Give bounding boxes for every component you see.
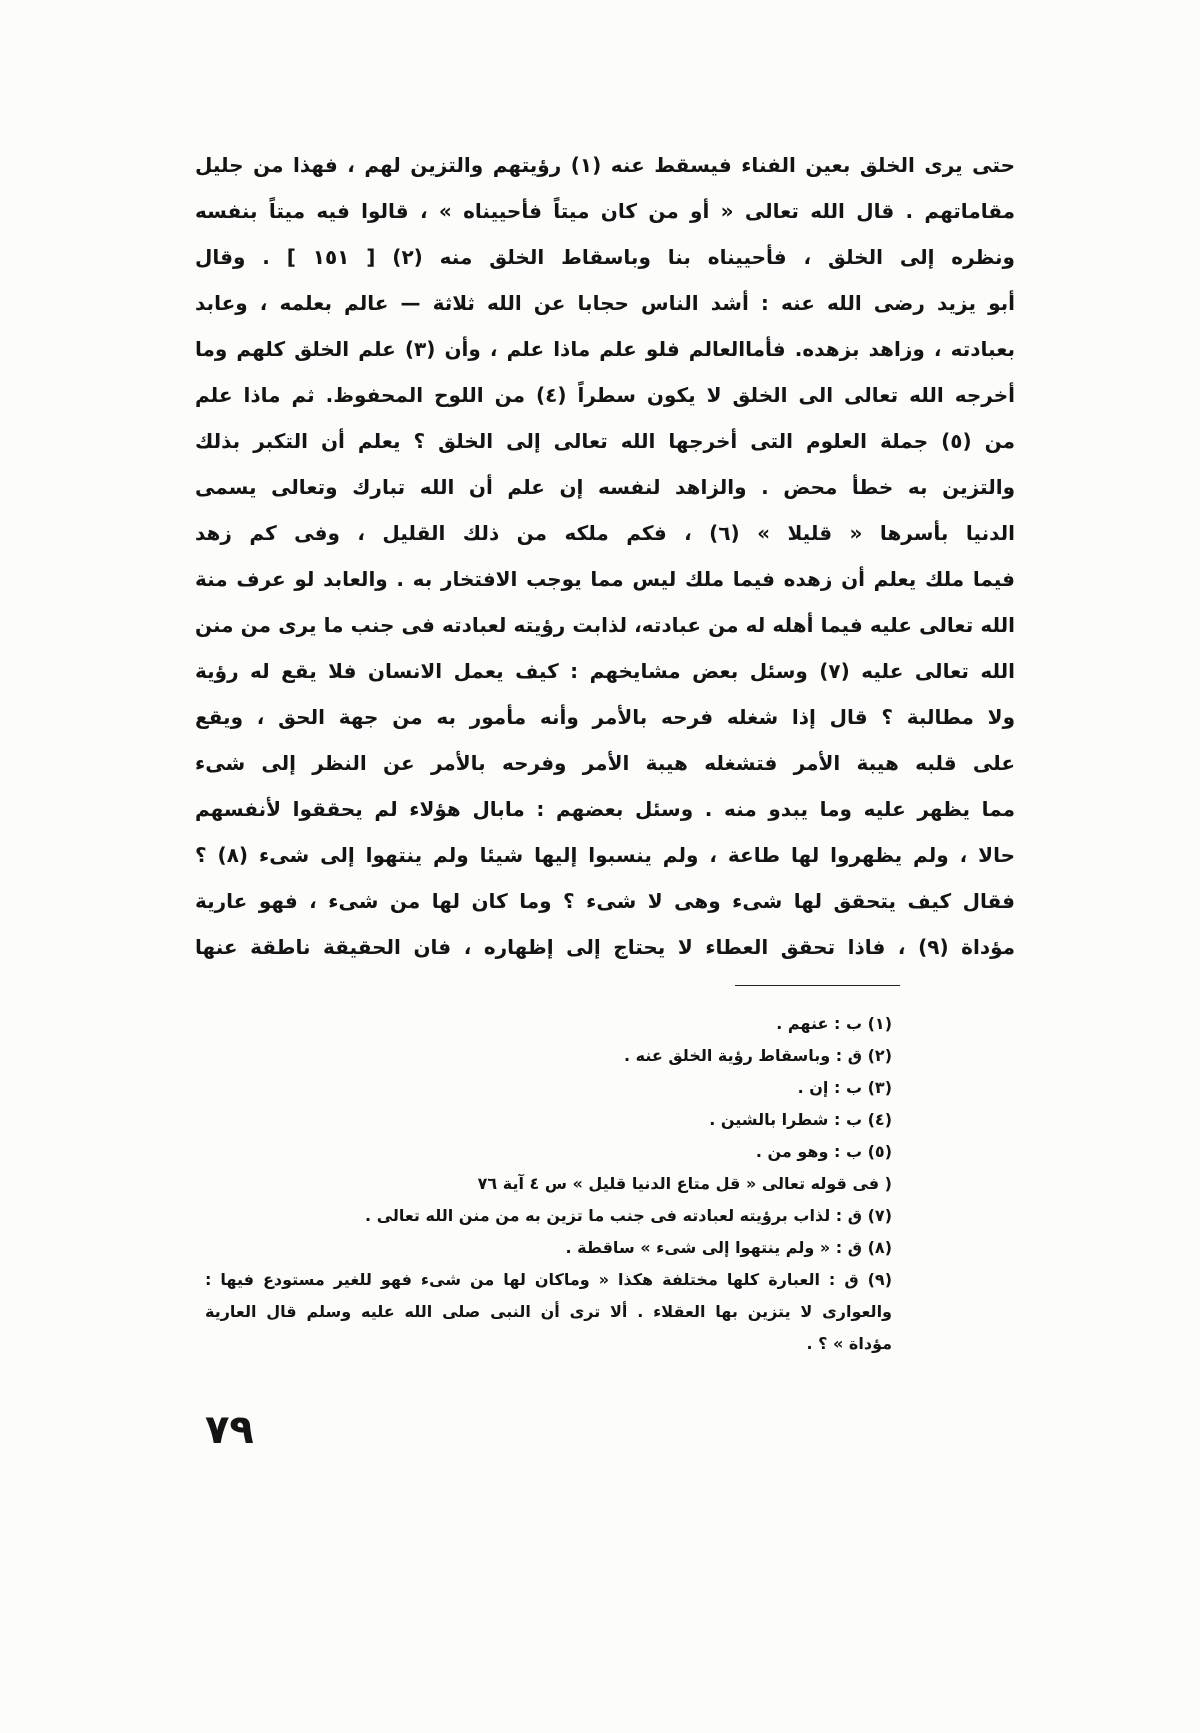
text-line: ونظره إلى الخلق ، فأحييناه بنا وباسقاط الخلق منه (٢) [ ١٥١ ] . وقال [195, 245, 1015, 269]
footnote-8: (٨) ق : « ولم ينتهوا إلى شىء » ساقطة . [565, 1238, 892, 1257]
footnote-6: ( فى قوله تعالى « قل متاع الدنيا قليل » س ٤ آية ٧٦ [477, 1174, 892, 1193]
footnote-divider [735, 985, 900, 986]
text-line: أبو يزيد رضى الله عنه : أشد الناس حجابا عن الله ثلاثة — عالم بعلمه ، وعابد [195, 291, 1015, 315]
text-line: مما يظهر عليه وما يبدو منه . وسئل بعضهم : مابال هؤلاء لم يحققوا لأنفسهم [195, 797, 1015, 821]
text-line: الدنيا بأسرها « قليلا » (٦) ، فكم ملكه من ذلك القليل ، وفى كم زهد [195, 521, 1015, 545]
footnote-4: (٤) ب : شطرا بالشين . [709, 1110, 892, 1129]
text-line: أخرجه الله تعالى الى الخلق لا يكون سطراً (٤) من اللوح المحفوظ. ثم ماذا علم [195, 383, 1015, 407]
main-text-block [195, 142, 1015, 970]
footnote-3: (٣) ب : إن . [797, 1078, 892, 1097]
footnote-5: (٥) ب : وهو من . [755, 1142, 892, 1161]
text-line: على قلبه هيبة الأمر فتشغله هيبة الأمر وفرحه بالأمر عن النظر إلى شىء [195, 751, 1015, 775]
footnote-9-line: والعوارى لا يتزين بها العقلاء . ألا ترى أن النبى صلى الله عليه وسلم قال العارية [205, 1302, 892, 1321]
footnote-1: (١) ب : عنهم . [776, 1014, 892, 1033]
text-line: حتى يرى الخلق بعين الفناء فيسقط عنه (١) رؤيتهم والتزين لهم ، فهذا من جليل [195, 153, 1015, 177]
footnote-9-line: (٩) ق : العبارة كلها مختلفة هكذا « وماكان لها من شىء فهو للغير مستودع فيها : [205, 1270, 892, 1289]
text-line: ولا مطالبة ؟ قال إذا شغله فرحه بالأمر وأنه مأمور به من جهة الحق ، ويقع [195, 705, 1015, 729]
footnote-7: (٧) ق : لذاب برؤيته لعبادته فى جنب ما تزين به من منن الله تعالى . [365, 1206, 892, 1225]
text-line: حالا ، ولم يظهروا لها طاعة ، ولم ينسبوا إليها شيئا ولم ينتهوا إلى شىء (٨) ؟ [195, 843, 1015, 867]
footnote-9-line: مؤداة » ؟ . [806, 1334, 892, 1353]
text-line: مقاماتهم . قال الله تعالى « أو من كان ميتاً فأحييناه » ، قالوا فيه ميتاً بنفسه [195, 199, 1015, 223]
page-number: ٧٩ [205, 1407, 254, 1453]
text-line: فقال كيف يتحقق لها شىء وهى لا شىء ؟ وما كان لها من شىء ، فهو عارية [195, 889, 1015, 913]
footnotes-block [205, 1008, 900, 1360]
footnote-2: (٢) ق : وباسقاط رؤية الخلق عنه . [623, 1046, 892, 1065]
text-line: فيما ملك يعلم أن زهده فيما ملك ليس مما يوجب الافتخار به . والعابد لو عرف منة [195, 567, 1015, 591]
text-line: الله تعالى عليه (٧) وسئل بعض مشايخهم : كيف يعمل الانسان فلا يقع له رؤية [195, 659, 1015, 683]
text-line: مؤداة (٩) ، فاذا تحقق العطاء لا يحتاج إلى إظهاره ، فان الحقيقة ناطقة عنها [195, 935, 1015, 959]
text-line: من (٥) جملة العلوم التى أخرجها الله تعالى إلى الخلق ؟ يعلم أن التكبر بذلك [195, 429, 1015, 453]
text-line: الله تعالى عليه فيما أهله له من عبادته، لذابت رؤيته لعبادته فى جنب ما يرى من منن [195, 613, 1015, 637]
text-line: بعبادته ، وزاهد بزهده. فأماالعالم فلو علم ماذا علم ، وأن (٣) علم الخلق كلهم وما [195, 337, 1015, 361]
text-line: والتزين به خطأ محض . والزاهد لنفسه إن علم أن الله تبارك وتعالى يسمى [195, 475, 1015, 499]
